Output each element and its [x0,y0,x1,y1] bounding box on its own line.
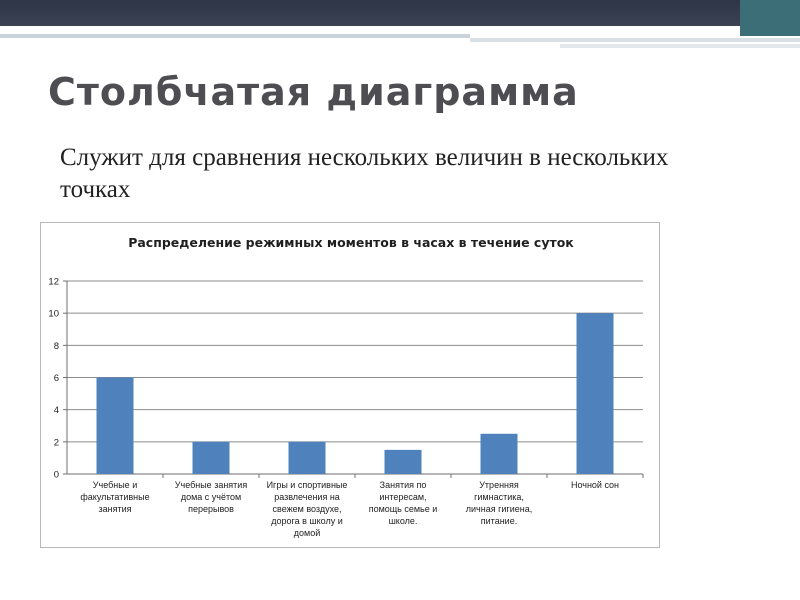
slide-header-band [0,0,800,26]
bar [289,442,326,474]
x-tick-label: Игры и спортивные развлечения на свежем воздухе, дорога в школу и домой [266,480,348,538]
header-stripe [470,38,800,42]
bar [385,450,422,474]
bar [97,378,134,475]
bar [577,313,614,474]
chart-title: Распределение режимных моментов в часах в течение суток [128,235,574,250]
x-tick-label: Учебные и факультативные занятия [80,480,150,514]
y-tick-label: 2 [53,437,59,449]
y-tick-label: 0 [53,469,59,481]
slide-header-stripes [0,26,800,56]
slide-body-text: Служит для сравнения нескольких величин в нескольких точках [60,144,669,203]
x-tick-label: Учебные занятия дома с учётом перерывов [174,480,248,514]
bar [193,442,230,474]
x-tick-label: Ночной сон [570,480,620,490]
header-stripe [560,44,800,48]
y-tick-label: 10 [48,308,59,320]
y-tick-label: 12 [48,276,59,288]
bar [481,434,518,474]
y-tick-label: 6 [53,373,59,384]
header-stripe [0,34,470,38]
x-tick-label: Занятия по интересам, помощь семье и школе. [368,480,438,526]
x-tick-label: Утренняя гимнастика, личная гигиена, питание. [465,480,533,526]
y-tick-label: 4 [53,405,59,417]
slide-title: Столбчатая диаграмма [48,70,579,114]
bar-chart [41,223,659,547]
chart-frame [40,222,660,548]
y-tick-label: 8 [53,340,59,352]
